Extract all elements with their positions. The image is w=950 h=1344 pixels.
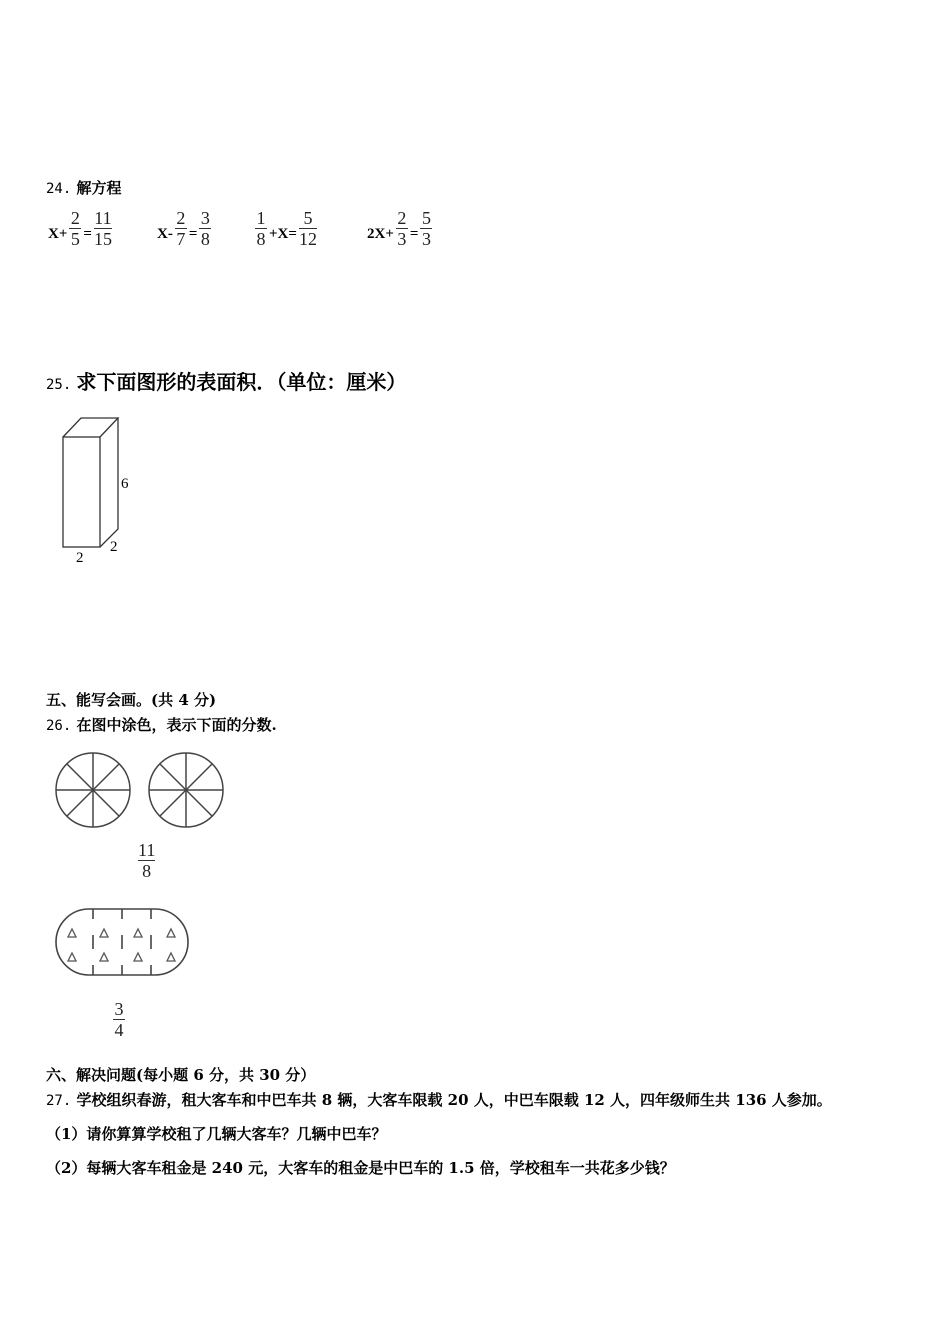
fraction-denominator: 8 (200, 229, 210, 249)
equation-4-mid: = (409, 226, 419, 242)
q24-number: 24. (46, 181, 72, 197)
circle-eighths-2 (149, 753, 223, 827)
q26-heading (46, 714, 277, 735)
equation-2 (155, 208, 211, 249)
prism-top-face (63, 418, 118, 437)
q27-heading (46, 1089, 832, 1110)
equation-2-fraction-b (199, 208, 211, 249)
fraction-numerator: 5 (303, 208, 313, 228)
depth-label: 2 (110, 539, 118, 555)
q27-sub-question-1: （1）请你算算学校租了几辆大客车？几辆中巴车？ (46, 1125, 387, 1143)
q25-number: 25. (46, 377, 72, 393)
q27-sub-question-2: （2）每辆大客车租金是 240 元，大客车的租金是中巴车的 1.5 倍，学校租车一共花多少钱？ (46, 1159, 675, 1177)
fraction-denominator: 4 (114, 1020, 124, 1040)
fraction-denominator: 3 (397, 229, 407, 249)
fraction-denominator: 8 (142, 861, 152, 881)
fraction-numerator: 1 (256, 208, 266, 228)
equation-1-fraction-b (94, 208, 112, 249)
equation-4 (365, 208, 432, 249)
q25-heading (46, 366, 406, 395)
fraction-numerator: 2 (176, 208, 186, 228)
fraction-denominator: 5 (70, 229, 80, 249)
equation-3 (255, 208, 317, 249)
equation-3-fraction-b (299, 208, 317, 249)
rectangular-prism-figure (50, 410, 150, 570)
divider-lines (93, 909, 151, 975)
fraction-numerator: 2 (70, 208, 80, 228)
fraction-denominator: 7 (176, 229, 186, 249)
q27-text: 学校组织春游，租大客车和中巴车共 8 辆，大客车限载 20 人，中巴车限载 12 人，四年级师生共 136 人参加。 (76, 1091, 832, 1109)
q24-heading (46, 177, 122, 198)
divided-circles-figure (50, 750, 240, 835)
fraction-denominator: 3 (421, 229, 431, 249)
circle-eighths-1 (56, 753, 130, 827)
equation-4-fraction-a (396, 208, 408, 249)
q26-title: 在图中涂色，表示下面的分数. (76, 716, 277, 734)
equation-2-pre: X- (157, 226, 173, 242)
fraction-denominator: 8 (256, 229, 266, 249)
q26-fraction-1 (138, 840, 155, 881)
fraction-numerator: 11 (138, 840, 156, 860)
equation-4-pre: 2X+ (367, 226, 394, 242)
equation-2-mid: = (188, 226, 198, 242)
fraction-numerator: 5 (421, 208, 431, 228)
height-label: 6 (121, 476, 129, 492)
equation-2-fraction-a (175, 208, 187, 249)
section-6-title: 六、解决问题(每小题 6 分，共 30 分） (46, 1066, 316, 1084)
equation-1-pre: X+ (48, 226, 68, 242)
fraction-numerator: 3 (114, 999, 124, 1019)
fraction-numerator: 11 (94, 208, 112, 228)
q26-number: 26. (46, 718, 72, 734)
prism-front-face (63, 437, 100, 547)
q26-fraction-2 (113, 999, 125, 1040)
fraction-numerator: 2 (397, 208, 407, 228)
equation-1-mid: = (83, 226, 92, 242)
equation-1 (46, 208, 112, 249)
q27-number: 27. (46, 1093, 72, 1109)
prism-side-face (100, 418, 118, 547)
equation-3-mid: +X= (269, 226, 297, 242)
triangles-capsule-figure (55, 905, 195, 985)
q25-title: 求下面图形的表面积．（单位：厘米） (76, 370, 407, 394)
section-5-title: 五、能写会画。(共 4 分) (46, 691, 217, 709)
fraction-denominator: 12 (298, 229, 317, 249)
q24-title: 解方程 (76, 179, 122, 197)
width-label: 2 (76, 550, 84, 566)
equation-4-fraction-b (420, 208, 432, 249)
fraction-denominator: 15 (93, 229, 112, 249)
fraction-numerator: 3 (200, 208, 210, 228)
equation-1-fraction-a (69, 208, 81, 249)
equation-3-fraction-a (255, 208, 267, 249)
